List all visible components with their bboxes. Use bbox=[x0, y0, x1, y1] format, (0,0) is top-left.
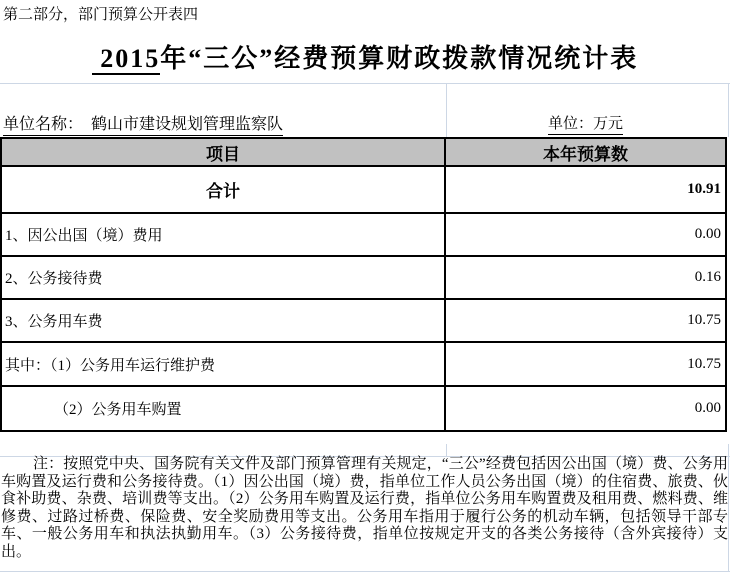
table-row bbox=[2, 257, 725, 300]
row-label: 1、因公出国（境）费用 bbox=[2, 214, 446, 255]
gridline-under-title bbox=[0, 83, 730, 84]
budget-table bbox=[0, 137, 727, 432]
row-value: 0.00 bbox=[694, 226, 721, 242]
col-header-amount: 本年预算数 bbox=[543, 144, 628, 164]
table-row-total bbox=[2, 167, 725, 214]
title-rest: 年“三公”经费预算财政拨款情况统计表 bbox=[160, 44, 639, 73]
row-value: 10.91 bbox=[687, 181, 721, 197]
gridline-right-top bbox=[728, 83, 729, 137]
row-label: 2、公务接待费 bbox=[2, 257, 446, 298]
table-row bbox=[2, 387, 725, 430]
row-value: 10.75 bbox=[687, 312, 721, 328]
row-label: 合计 bbox=[2, 167, 446, 212]
row-value: 0.00 bbox=[694, 400, 721, 416]
row-value: 10.75 bbox=[687, 355, 721, 372]
table-row bbox=[2, 214, 725, 257]
unit-currency-label: 单位：万元 bbox=[548, 112, 623, 135]
title-year-underlined: 2015 bbox=[91, 44, 161, 73]
gridline-below-note bbox=[0, 571, 730, 572]
table-row bbox=[2, 343, 725, 387]
gridline-col-divider-top bbox=[446, 83, 447, 137]
col-header-item: 项目 bbox=[2, 139, 446, 165]
table-header-row bbox=[2, 139, 725, 167]
row-label: （2）公务用车购置 bbox=[2, 387, 446, 430]
table-row bbox=[2, 300, 725, 343]
doc-part-label: 第二部分，部门预算公开表四 bbox=[3, 7, 199, 23]
gridline-right-bottom bbox=[728, 444, 729, 572]
page-title bbox=[0, 38, 730, 75]
row-value: 0.16 bbox=[694, 269, 721, 285]
row-label: 3、公务用车费 bbox=[2, 300, 446, 341]
unit-name: 单位名称： 鹤山市建设规划管理监察队 bbox=[3, 111, 283, 136]
row-label: 其中：（1）公务用车运行维护费 bbox=[2, 343, 446, 385]
note-text: 注：按照党中央、国务院有关文件及部门预算管理有关规定，“三公”经费包括因公出国（境）费、公务用车购置及运行费和公务接待费。（1）因公出国（境）费，指单位工作人员公务出国（境）的住宿费、旅费、伙食补助费、杂费、培训费等支出。（2）公务用车购置及运行费，指单位公务用车购置费及租用费、燃料费、维修费、过路过桥费、保险费、安全奖励费用等支出。公务用车指用于履行公务的机动车辆，包括领导干部专车、一般公务用车和执法执勤用车。（3）公务接待费，指单位按规定开支的各类公务接待（含外宾接待）支出。 bbox=[1, 456, 728, 560]
